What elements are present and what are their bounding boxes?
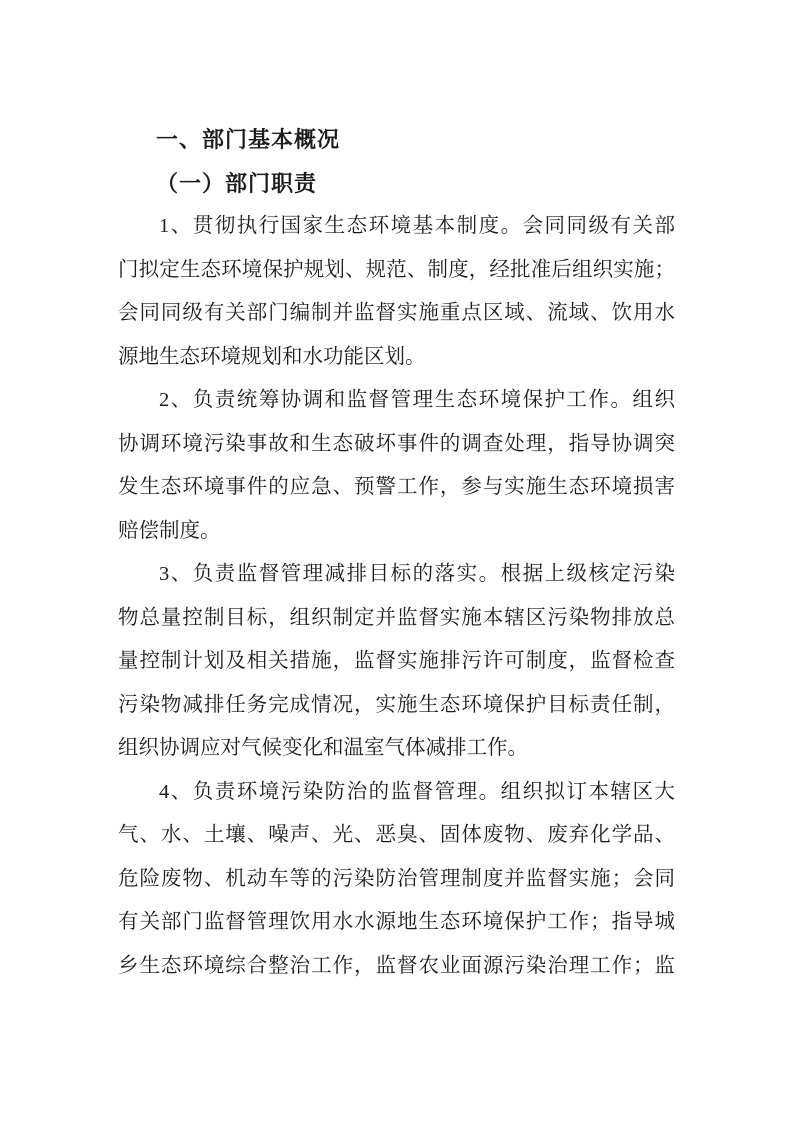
text-line: 危险废物、机动车等的污染防治管理制度并监督实施；会同 xyxy=(118,867,675,890)
text-line: 有关部门监督管理饮用水水源地生态环境保护工作；指导城 xyxy=(118,911,675,933)
body-paragraph xyxy=(118,771,675,989)
text-line: 1、贯彻执行国家生态环境基本制度。会同同级有关部 xyxy=(159,215,675,237)
text-line: 4、负责环境污染防治的监督管理。组织拟订本辖区大 xyxy=(159,780,675,803)
text-line: 协调环境污染事故和生态破坏事件的调查处理，指导协调突 xyxy=(118,432,675,455)
paragraphs-container xyxy=(118,205,675,988)
text-line: 源地生态环境规划和水功能区划。 xyxy=(118,345,426,368)
document-content xyxy=(118,118,675,988)
text-line: 会同同级有关部门编制并监督实施重点区域、流域、饮用水 xyxy=(118,302,675,324)
subsection-heading: （一）部门职责 xyxy=(156,170,318,196)
text-line: 3、负责监督管理减排目标的落实。根据上级核定污染 xyxy=(159,563,675,585)
text-line: 气、水、土壤、噪声、光、恶臭、固体废物、废弃化学品、 xyxy=(118,824,675,846)
text-line: 物总量控制目标，组织制定并监督实施本辖区污染物排放总 xyxy=(118,606,675,629)
body-paragraph xyxy=(118,553,675,771)
text-line: 赔偿制度。 xyxy=(118,519,221,542)
body-paragraph xyxy=(118,379,675,553)
text-line: 组织协调应对气候变化和温室气体减排工作。 xyxy=(118,737,528,759)
body-paragraph xyxy=(118,205,675,379)
section-heading: 一、部门基本概况 xyxy=(156,127,341,152)
text-line: 门拟定生态环境保护规划、规范、制度，经批准后组织实施； xyxy=(118,258,675,281)
text-line: 污染物减排任务完成情况，实施生态环境保护目标责任制， xyxy=(118,693,675,716)
text-line: 2、负责统筹协调和监督管理生态环境保护工作。组织 xyxy=(159,389,675,411)
text-line: 发生态环境事件的应急、预警工作，参与实施生态环境损害 xyxy=(118,476,675,498)
text-line: 乡生态环境综合整治工作，监督农业面源污染治理工作；监 xyxy=(118,954,675,977)
text-line: 量控制计划及相关措施，监督实施排污许可制度，监督检查 xyxy=(118,650,675,672)
